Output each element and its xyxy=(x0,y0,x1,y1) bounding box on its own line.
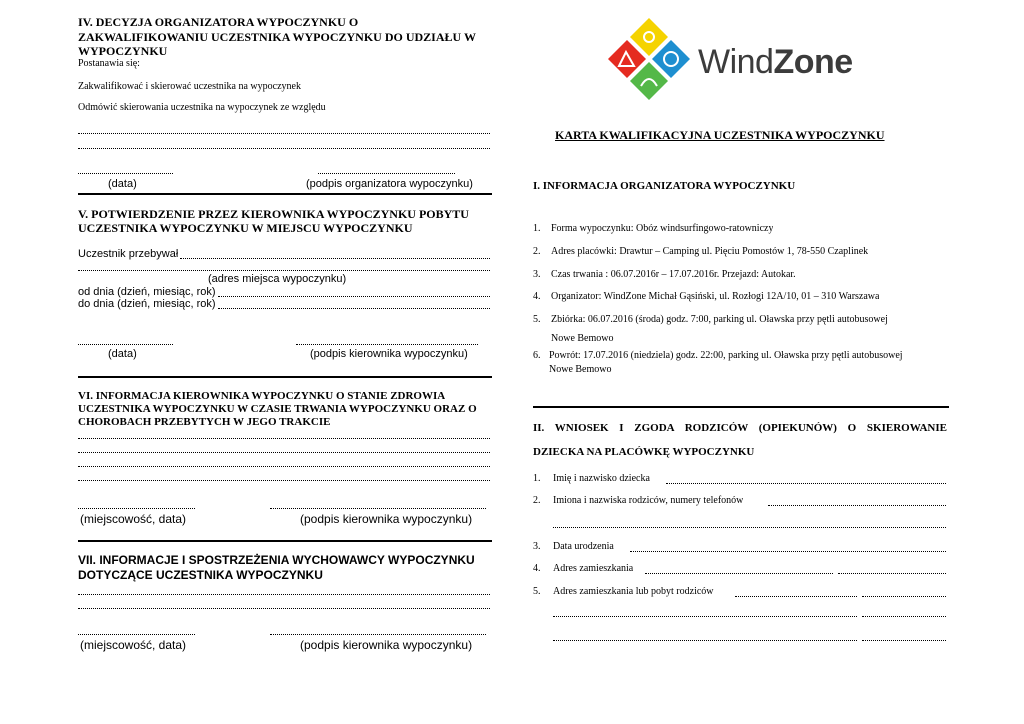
org-item-6-num: 6. xyxy=(533,350,541,361)
to-date-label: do dnia (dzień, miesiąc, rok) xyxy=(78,298,216,310)
s6-sign-line xyxy=(270,508,486,509)
address-label: (adres miejsca wypoczynku) xyxy=(208,273,347,285)
s6-place-label: (miejscowość, data) xyxy=(80,512,187,526)
s4-sign-label: (podpis organizatora wypoczynku) xyxy=(306,178,473,190)
from-date-line xyxy=(218,296,490,297)
s4-date-line xyxy=(78,173,173,174)
parents-line-1 xyxy=(768,505,946,506)
s5-date-label: (data) xyxy=(108,348,137,360)
birth-date-line xyxy=(630,551,946,552)
stay-label: Uczestnik przebywał xyxy=(78,248,179,260)
health-line-3 xyxy=(78,466,490,467)
logo-word-wind: Wind xyxy=(698,43,774,81)
parents-line-2 xyxy=(553,527,946,528)
postanawia-label: Postanawia się: xyxy=(78,58,140,69)
s7-sign-line xyxy=(270,634,486,635)
org-item-6-text: Powrót: 17.07.2016 (niedziela) godz. 22:00, parking ul. Oławska przy pętli autobusowej xyxy=(549,350,903,361)
req-item-1-num: 1. xyxy=(533,473,541,484)
org-item-4-text: Organizator: WindZone Michał Gąsiński, ul. Rozłogi 12A/10, 01 – 310 Warszawa xyxy=(551,291,880,302)
s4-sign-line xyxy=(318,173,455,174)
section-iv-heading-line3: WYPOCZYNKU xyxy=(78,44,168,58)
refuse-reason-line-1 xyxy=(78,133,490,134)
org-item-5-num: 5. xyxy=(533,314,541,325)
org-item-2-text: Adres placówki: Drawtur – Camping ul. Pięciu Pomostów 1, 78-550 Czaplinek xyxy=(551,246,869,257)
from-date-label: od dnia (dzień, miesiąc, rok) xyxy=(78,286,216,298)
document-title: KARTA KWALIFIKACYJNA UCZESTNIKA WYPOCZYNKU xyxy=(555,128,885,142)
address-line xyxy=(78,270,490,271)
parents-address-line-3b xyxy=(862,640,946,641)
address-line-a xyxy=(645,573,833,574)
logo-word-zone: Zone xyxy=(773,43,853,81)
s7-place-line xyxy=(78,634,195,635)
child-name-line xyxy=(666,483,946,484)
health-line-2 xyxy=(78,452,490,453)
s7-sign-label: (podpis kierownika wypoczynku) xyxy=(300,638,473,652)
s4-date-label: (data) xyxy=(108,178,137,190)
windzone-logo-mark xyxy=(604,16,694,106)
req-item-5-num: 5. xyxy=(533,586,541,597)
section-vii-heading-line1: VII. INFORMACJE I SPOSTRZEŻENIA WYCHOWAWCY WYPOCZYNKU xyxy=(78,553,475,567)
section-v-heading-line1: V. POTWIERDZENIE PRZEZ KIEROWNIKA WYPOCZYNKU POBYTU xyxy=(78,207,469,221)
section-vi-heading-line3: CHOROBACH PRZEBYTYCH W JEGO TRAKCIE xyxy=(78,416,331,428)
observations-line-2 xyxy=(78,608,490,609)
s7-place-label: (miejscowość, data) xyxy=(80,638,187,652)
divider-i-ii xyxy=(533,406,949,408)
req-item-2-num: 2. xyxy=(533,495,541,506)
req-item-2-label: Imiona i nazwiska rodziców, numery telefonów xyxy=(553,495,744,506)
option-qualify: Zakwalifikować i skierować uczestnika na wypoczynek xyxy=(78,81,301,92)
s6-sign-label: (podpis kierownika wypoczynku) xyxy=(300,512,473,526)
parents-address-line-1a xyxy=(735,596,857,597)
req-item-5-label: Adres zamieszkania lub pobyt rodziców xyxy=(553,586,714,597)
address-line-b xyxy=(838,573,946,574)
divider-v-vi xyxy=(78,376,492,378)
section-ii-heading-line2: DZIECKA NA PLACÓWKĘ WYPOCZYNKU xyxy=(533,446,755,458)
req-item-3-num: 3. xyxy=(533,541,541,552)
section-v-heading-line2: UCZESTNIKA WYPOCZYNKU W MIEJSCU WYPOCZYNKU xyxy=(78,221,413,235)
divider-iv-v xyxy=(78,193,492,195)
windzone-logo xyxy=(604,16,884,108)
org-item-4-num: 4. xyxy=(533,291,541,302)
section-ii-heading-line1: II. WNIOSEK I ZGODA RODZICÓW (OPIEKUNÓW) O SKIEROWANIE xyxy=(533,422,947,434)
parents-address-line-2a xyxy=(553,616,857,617)
divider-vi-vii xyxy=(78,540,492,542)
s5-sign-line xyxy=(296,344,478,345)
health-line-1 xyxy=(78,438,490,439)
health-line-4 xyxy=(78,480,490,481)
org-item-5-text-cont: Nowe Bemowo xyxy=(551,333,614,344)
windzone-logo-text xyxy=(698,42,853,82)
parents-address-line-1b xyxy=(862,596,946,597)
req-item-4-label: Adres zamieszkania xyxy=(553,563,634,574)
section-iv-heading-line2: ZAKWALIFIKOWANIU UCZESTNIKA WYPOCZYNKU DO UDZIAŁU W xyxy=(78,30,476,44)
org-item-5-text: Zbiórka: 06.07.2016 (środa) godz. 7:00, parking ul. Oławska przy pętli autobusowej xyxy=(551,314,888,325)
to-date-line xyxy=(218,308,490,309)
org-item-2-num: 2. xyxy=(533,246,541,257)
s6-place-line xyxy=(78,508,195,509)
section-iv-heading-line1: IV. DECYZJA ORGANIZATORA WYPOCZYNKU O xyxy=(78,15,359,29)
section-vii-heading-line2: DOTYCZĄCE UCZESTNIKA WYPOCZYNKU xyxy=(78,568,323,582)
req-item-3-label: Data urodzenia xyxy=(553,541,614,552)
refuse-reason-line-2 xyxy=(78,148,490,149)
section-vi-heading-line2: UCZESTNIKA WYPOCZYNKU W CZASIE TRWANIA WYPOCZYNKU ORAZ O xyxy=(78,403,477,415)
s5-sign-label: (podpis kierownika wypoczynku) xyxy=(310,348,468,360)
org-item-3-text: Czas trwania : 06.07.2016r – 17.07.2016r. Przejazd: Autokar. xyxy=(551,269,796,280)
org-item-1-num: 1. xyxy=(533,223,541,234)
observations-line-1 xyxy=(78,594,490,595)
parents-address-line-2b xyxy=(862,616,946,617)
org-item-1-text: Forma wypoczynku: Obóz windsurfingowo-ratowniczy xyxy=(551,223,774,234)
stay-line xyxy=(180,258,490,259)
option-refuse: Odmówić skierowania uczestnika na wypoczynek ze względu xyxy=(78,102,326,113)
section-i-heading: I. INFORMACJA ORGANIZATORA WYPOCZYNKU xyxy=(533,180,796,192)
parents-address-line-3a xyxy=(553,640,857,641)
req-item-4-num: 4. xyxy=(533,563,541,574)
req-item-1-label: Imię i nazwisko dziecka xyxy=(553,473,650,484)
s5-date-line xyxy=(78,344,173,345)
org-item-6-text-cont: Nowe Bemowo xyxy=(549,364,612,375)
section-vi-heading-line1: VI. INFORMACJA KIEROWNIKA WYPOCZYNKU O STANIE ZDROWIA xyxy=(78,390,446,402)
org-item-3-num: 3. xyxy=(533,269,541,280)
